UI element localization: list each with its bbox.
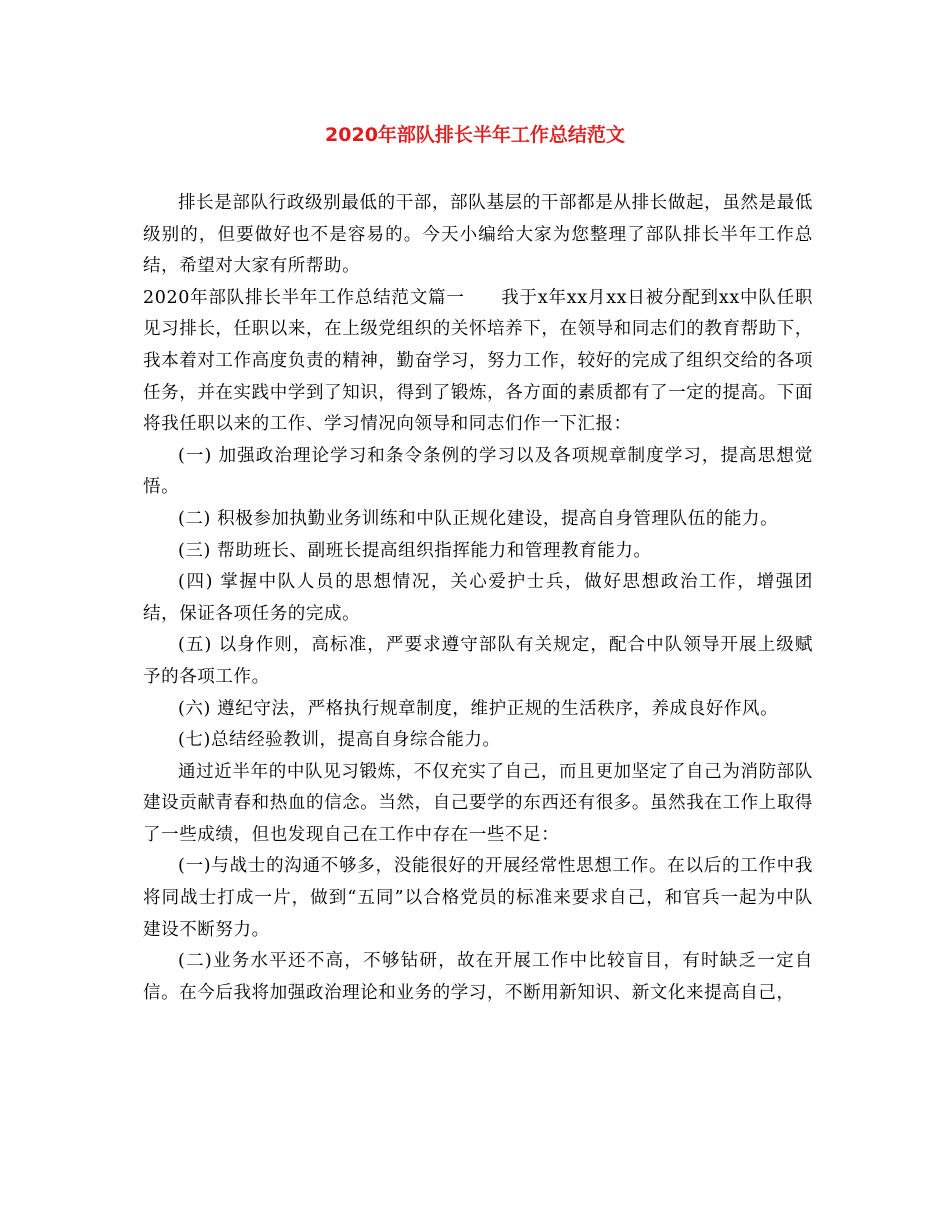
paragraph-item-6: (六) 遵纪守法，严格执行规章制度，维护正规的生活秩序，养成良好作风。 bbox=[178, 698, 779, 719]
paragraph-item-2: (二) 积极参加执勤业务训练和中队正规化建设，提高自身管理队伍的能力。 bbox=[178, 508, 779, 529]
paragraph-item-1: (一) 加强政治理论学习和条令条例的学习以及各项规章制度学习，提高思想觉悟。 bbox=[143, 445, 813, 498]
paragraph-shortcoming-2: (二)业务水平还不高，不够钻研，故在开展工作中比较盲目，有时缺乏一定自信。在今后我将加强政治理论和业务的学习，不断用新知识、新文化来提高自己， bbox=[143, 951, 813, 1003]
paragraph-item-7: (七)总结经验教训，提高自身综合能力。 bbox=[178, 730, 501, 751]
paragraph-item-5: (五) 以身作则，高标准，严要求遵守部队有关规定，配合中队领导开展上级赋予的各项工作。 bbox=[143, 635, 813, 687]
paragraph-intro: 排长是部队行政级别最低的干部，部队基层的干部都是从排长做起，虽然是最低级别的，但要做好也不是容易的。今天小编给大家为您整理了部队排长半年工作总结，希望对大家有所帮助。 bbox=[143, 193, 813, 277]
document-title: 2020年部队排长半年工作总结范文 bbox=[325, 124, 625, 146]
paragraph-item-3: (三) 帮助班长、副班长提高组织指挥能力和管理教育能力。 bbox=[178, 540, 652, 561]
paragraph-item-4: (四) 掌握中队人员的思想情况，关心爱护士兵，做好思想政治工作，增强团结，保证各项任务的完成。 bbox=[143, 572, 813, 624]
paragraph-shortcoming-1: (一)与战士的沟通不够多，没能很好的开展经常性思想工作。在以后的工作中我将同战士打成一片，做到“五同”以合格党员的标准来要求自己，和官兵一起为中队建设不断努力。 bbox=[143, 856, 813, 940]
paragraph-reflection: 通过近半年的中队见习锻炼，不仅充实了自己，而且更加坚定了自己为消防部队建设贡献青春和热血的信念。当然，自己要学的东西还有很多。虽然我在工作上取得了一些成绩，但也发现自己在工作中存在一些不足： bbox=[143, 761, 813, 845]
document-body bbox=[143, 188, 813, 1009]
paragraph-section-one: 2020年部队排长半年工作总结范文篇一 我于x年xx月xx日被分配到xx中队任职见习排长，任职以来，在上级党组织的关怀培养下，在领导和同志们的教育帮助下，我本着对工作高度负责的精神，勤奋学习，努力工作，较好的完成了组织交给的各项任务，并在实践中学到了知识，得到了锻炼，各方面的素质都有了一定的提高。下面将我任职以来的工作、学习情况向领导和同志们作一下汇报： bbox=[143, 287, 813, 435]
